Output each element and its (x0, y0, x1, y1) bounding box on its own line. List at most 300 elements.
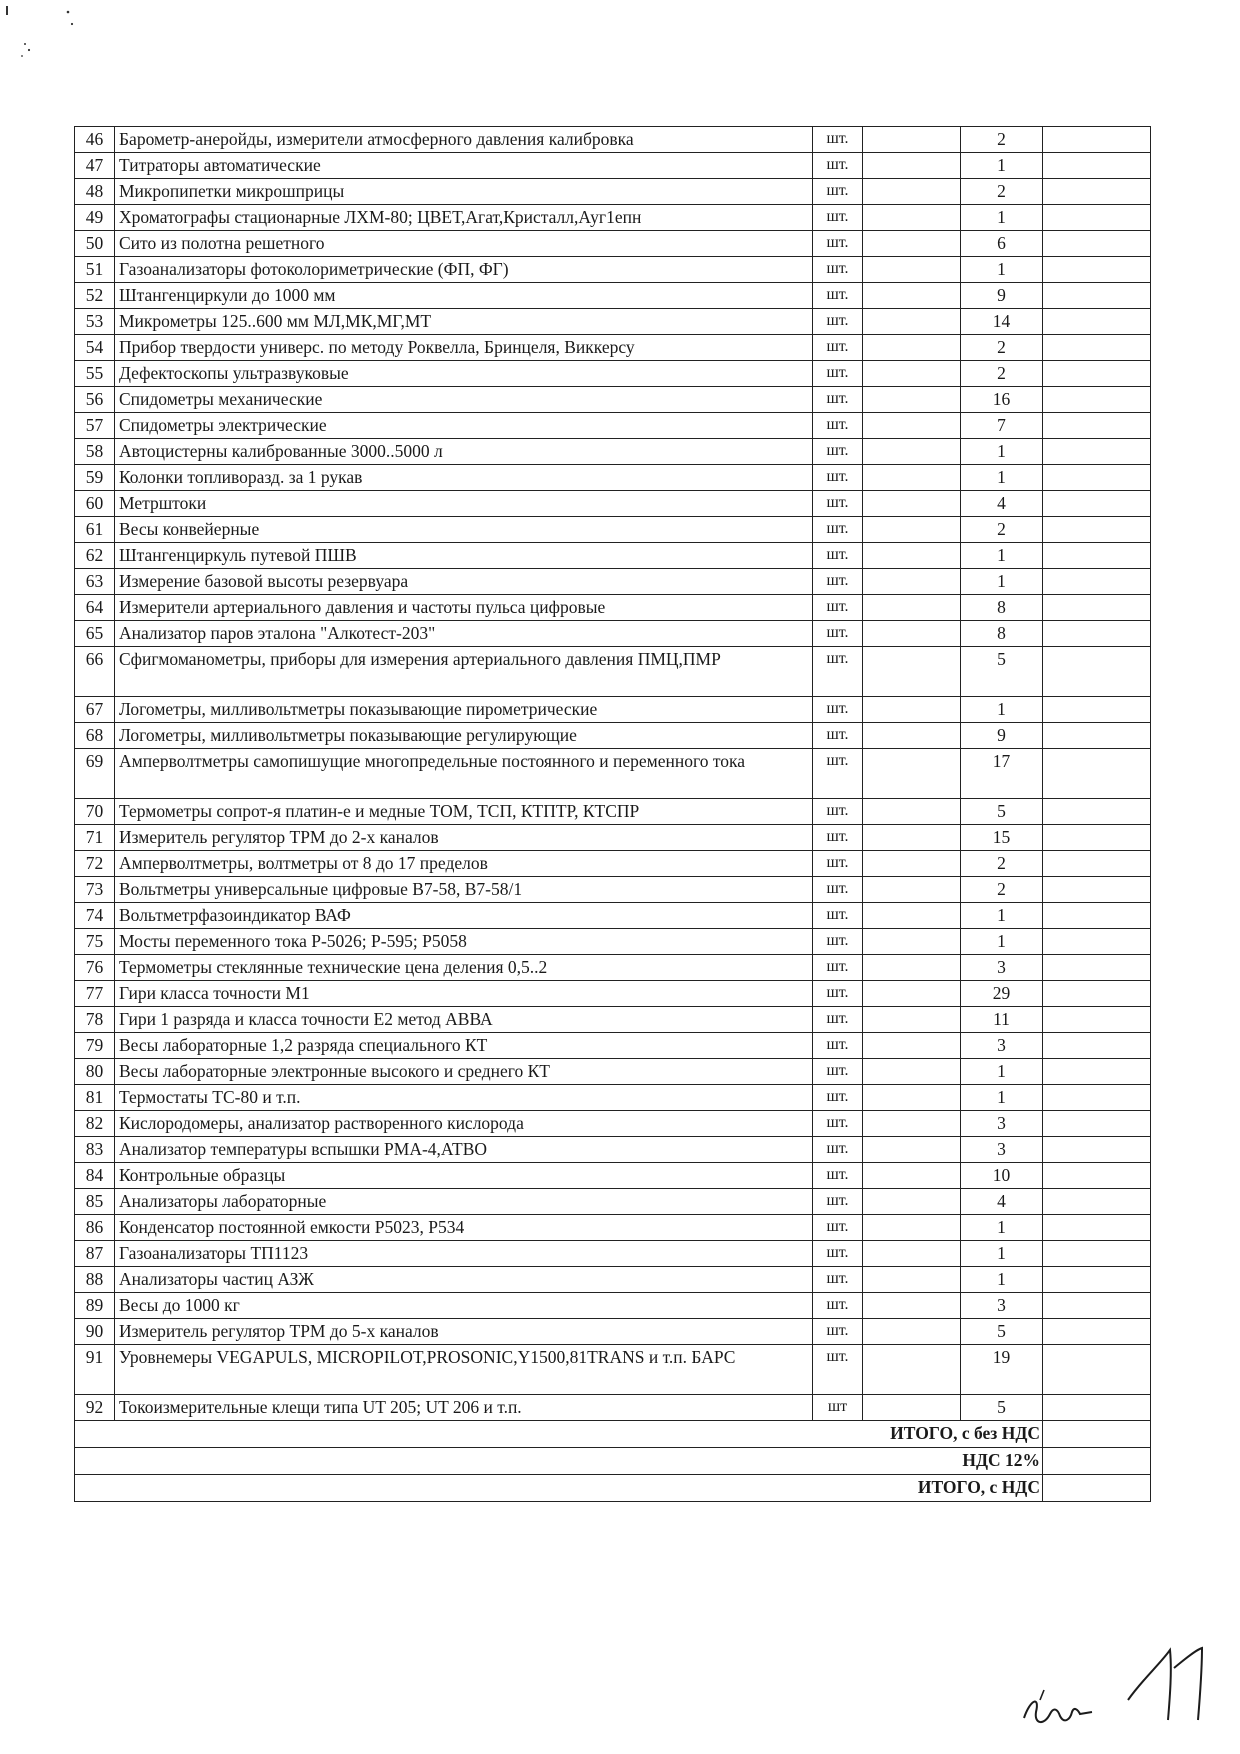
unit-cell: шт. (813, 569, 863, 595)
item-name: Штангенциркуль путевой ПШВ (115, 543, 813, 569)
quantity-cell: 17 (961, 749, 1043, 799)
item-name: Амперволтметры самопишущие многопредельные постоянного и переменного тока (115, 749, 813, 799)
table-row (75, 1215, 1151, 1241)
item-name: Токоизмерительные клещи типа UT 205; UT 206 и т.п. (115, 1395, 813, 1421)
unit-cell: шт. (813, 1111, 863, 1137)
price-cell (863, 413, 961, 439)
unit-cell: шт. (813, 723, 863, 749)
quantity-cell: 2 (961, 877, 1043, 903)
row-number: 73 (75, 877, 115, 903)
table-row (75, 697, 1151, 723)
row-number: 70 (75, 799, 115, 825)
sum-cell (1043, 1007, 1151, 1033)
unit-cell: шт. (813, 1241, 863, 1267)
unit-cell: шт. (813, 799, 863, 825)
sum-cell (1043, 903, 1151, 929)
sum-cell (1043, 981, 1151, 1007)
unit-cell: шт. (813, 309, 863, 335)
row-number: 48 (75, 179, 115, 205)
sum-cell (1043, 929, 1151, 955)
quantity-cell: 3 (961, 1293, 1043, 1319)
sum-cell (1043, 1137, 1151, 1163)
row-number: 79 (75, 1033, 115, 1059)
sum-cell (1043, 517, 1151, 543)
table-row (75, 1293, 1151, 1319)
table-row (75, 851, 1151, 877)
item-name: Спидометры электрические (115, 413, 813, 439)
item-name: Измерители артериального давления и частоты пульса цифровые (115, 595, 813, 621)
quantity-cell: 2 (961, 361, 1043, 387)
total-value (1043, 1475, 1151, 1502)
table-row (75, 1319, 1151, 1345)
row-number: 68 (75, 723, 115, 749)
quantity-cell: 1 (961, 697, 1043, 723)
item-name: Гири класса точности М1 (115, 981, 813, 1007)
total-label: ИТОГО, с НДС (863, 1475, 1043, 1502)
price-cell (863, 543, 961, 569)
unit-cell: шт. (813, 387, 863, 413)
price-cell (863, 955, 961, 981)
table-row (75, 749, 1151, 799)
item-name: Контрольные образцы (115, 1163, 813, 1189)
sum-cell (1043, 749, 1151, 799)
quantity-cell: 9 (961, 723, 1043, 749)
scan-specks (0, 0, 120, 80)
row-number: 91 (75, 1345, 115, 1395)
price-cell (863, 877, 961, 903)
price-cell (863, 283, 961, 309)
table-row (75, 1007, 1151, 1033)
quantity-cell: 3 (961, 1111, 1043, 1137)
sum-cell (1043, 179, 1151, 205)
sum-cell (1043, 1395, 1151, 1421)
sum-cell (1043, 825, 1151, 851)
row-number: 69 (75, 749, 115, 799)
unit-cell: шт. (813, 153, 863, 179)
unit-cell: шт. (813, 1033, 863, 1059)
total-row (75, 1448, 1151, 1475)
price-cell (863, 465, 961, 491)
item-name: Газоанализаторы ТП1123 (115, 1241, 813, 1267)
sum-cell (1043, 799, 1151, 825)
row-number: 60 (75, 491, 115, 517)
unit-cell: шт. (813, 877, 863, 903)
row-number: 85 (75, 1189, 115, 1215)
sum-cell (1043, 1111, 1151, 1137)
item-name: Конденсатор постоянной емкости Р5023, Р534 (115, 1215, 813, 1241)
sum-cell (1043, 127, 1151, 153)
sum-cell (1043, 1215, 1151, 1241)
total-blank (75, 1421, 863, 1448)
quantity-cell: 1 (961, 569, 1043, 595)
table-row (75, 1163, 1151, 1189)
row-number: 77 (75, 981, 115, 1007)
sum-cell (1043, 309, 1151, 335)
row-number: 49 (75, 205, 115, 231)
table-row (75, 491, 1151, 517)
price-cell (863, 1345, 961, 1395)
table-row (75, 413, 1151, 439)
quantity-cell: 10 (961, 1163, 1043, 1189)
quantity-cell: 3 (961, 1033, 1043, 1059)
sum-cell (1043, 413, 1151, 439)
sum-cell (1043, 491, 1151, 517)
item-name: Анализатор паров эталона "Алкотест-203" (115, 621, 813, 647)
sum-cell (1043, 1319, 1151, 1345)
price-cell (863, 1007, 961, 1033)
price-cell (863, 335, 961, 361)
sum-cell (1043, 335, 1151, 361)
sum-cell (1043, 1059, 1151, 1085)
unit-cell: шт. (813, 981, 863, 1007)
table-row (75, 153, 1151, 179)
price-cell (863, 851, 961, 877)
sum-cell (1043, 1267, 1151, 1293)
table-row (75, 1395, 1151, 1421)
row-number: 74 (75, 903, 115, 929)
quantity-cell: 7 (961, 413, 1043, 439)
table-row (75, 903, 1151, 929)
quantity-cell: 14 (961, 309, 1043, 335)
item-name: Мосты переменного тока Р-5026; Р-595; Р5058 (115, 929, 813, 955)
quantity-cell: 5 (961, 1395, 1043, 1421)
sum-cell (1043, 543, 1151, 569)
item-name: Гири 1 разряда и класса точности Е2 метод АВВА (115, 1007, 813, 1033)
table-row (75, 1241, 1151, 1267)
item-name: Логометры, милливольтметры показывающие пирометрические (115, 697, 813, 723)
item-name: Анализатор температуры вспышки РМА-4,АТВО (115, 1137, 813, 1163)
quantity-cell: 1 (961, 1267, 1043, 1293)
row-number: 58 (75, 439, 115, 465)
price-cell (863, 1033, 961, 1059)
table-row (75, 723, 1151, 749)
row-number: 78 (75, 1007, 115, 1033)
table-row (75, 647, 1151, 697)
quantity-cell: 5 (961, 799, 1043, 825)
table-row (75, 543, 1151, 569)
unit-cell: шт. (813, 439, 863, 465)
item-name: Измеритель регулятор ТРМ до 2-х каналов (115, 825, 813, 851)
table-row (75, 929, 1151, 955)
quantity-cell: 29 (961, 981, 1043, 1007)
item-name: Метрштоки (115, 491, 813, 517)
sum-cell (1043, 231, 1151, 257)
row-number: 56 (75, 387, 115, 413)
price-cell (863, 257, 961, 283)
sum-cell (1043, 1241, 1151, 1267)
table-row (75, 1085, 1151, 1111)
row-number: 53 (75, 309, 115, 335)
row-number: 84 (75, 1163, 115, 1189)
price-cell (863, 569, 961, 595)
total-value (1043, 1448, 1151, 1475)
sum-cell (1043, 1345, 1151, 1395)
unit-cell: шт. (813, 127, 863, 153)
quantity-cell: 5 (961, 1319, 1043, 1345)
price-cell (863, 127, 961, 153)
sum-cell (1043, 955, 1151, 981)
unit-cell: шт (813, 1395, 863, 1421)
unit-cell: шт. (813, 903, 863, 929)
sum-cell (1043, 205, 1151, 231)
price-cell (863, 361, 961, 387)
quantity-cell: 1 (961, 257, 1043, 283)
quantity-cell: 2 (961, 517, 1043, 543)
price-cell (863, 1267, 961, 1293)
quantity-cell: 6 (961, 231, 1043, 257)
quantity-cell: 15 (961, 825, 1043, 851)
unit-cell: шт. (813, 543, 863, 569)
unit-cell: шт. (813, 929, 863, 955)
item-name: Измеритель регулятор ТРМ до 5-х каналов (115, 1319, 813, 1345)
quantity-cell: 1 (961, 465, 1043, 491)
quantity-cell: 8 (961, 621, 1043, 647)
table-row (75, 179, 1151, 205)
table-row (75, 955, 1151, 981)
table-row (75, 569, 1151, 595)
table-row (75, 465, 1151, 491)
price-cell (863, 153, 961, 179)
unit-cell: шт. (813, 1137, 863, 1163)
unit-cell: шт. (813, 1215, 863, 1241)
unit-cell: шт. (813, 1345, 863, 1395)
item-name: Дефектоскопы ультразвуковые (115, 361, 813, 387)
quantity-cell: 1 (961, 205, 1043, 231)
row-number: 62 (75, 543, 115, 569)
sum-cell (1043, 283, 1151, 309)
price-cell (863, 647, 961, 697)
item-name: Анализаторы лабораторные (115, 1189, 813, 1215)
sum-cell (1043, 1033, 1151, 1059)
quantity-cell: 5 (961, 647, 1043, 697)
price-cell (863, 205, 961, 231)
table-row (75, 439, 1151, 465)
sum-cell (1043, 621, 1151, 647)
item-name: Анализаторы частиц АЗЖ (115, 1267, 813, 1293)
price-cell (863, 1293, 961, 1319)
unit-cell: шт. (813, 257, 863, 283)
total-label: ИТОГО, с без НДС (863, 1421, 1043, 1448)
unit-cell: шт. (813, 517, 863, 543)
unit-cell: шт. (813, 1319, 863, 1345)
table-row (75, 1267, 1151, 1293)
handwritten-signature (1010, 1640, 1220, 1740)
row-number: 46 (75, 127, 115, 153)
item-name: Микропипетки микрошприцы (115, 179, 813, 205)
unit-cell: шт. (813, 697, 863, 723)
table-row (75, 799, 1151, 825)
table-row (75, 1033, 1151, 1059)
sum-cell (1043, 569, 1151, 595)
total-value (1043, 1421, 1151, 1448)
unit-cell: шт. (813, 335, 863, 361)
sum-cell (1043, 153, 1151, 179)
unit-cell: шт. (813, 231, 863, 257)
unit-cell: шт. (813, 1085, 863, 1111)
sum-cell (1043, 257, 1151, 283)
price-cell (863, 621, 961, 647)
row-number: 80 (75, 1059, 115, 1085)
row-number: 51 (75, 257, 115, 283)
item-name: Уровнемеры VEGAPULS, MICROPILOT,PROSONIC,Y1500,81TRANS и т.п. БАРС (115, 1345, 813, 1395)
quantity-cell: 2 (961, 179, 1043, 205)
price-cell (863, 179, 961, 205)
table-row (75, 1345, 1151, 1395)
row-number: 71 (75, 825, 115, 851)
quantity-cell: 1 (961, 1059, 1043, 1085)
price-cell (863, 231, 961, 257)
price-cell (863, 439, 961, 465)
price-cell (863, 1189, 961, 1215)
table-row (75, 1059, 1151, 1085)
price-cell (863, 1137, 961, 1163)
row-number: 82 (75, 1111, 115, 1137)
item-name: Термостаты ТС-80 и т.п. (115, 1085, 813, 1111)
price-cell (863, 749, 961, 799)
quantity-cell: 3 (961, 1137, 1043, 1163)
quantity-cell: 4 (961, 491, 1043, 517)
row-number: 83 (75, 1137, 115, 1163)
item-name: Весы лабораторные электронные высокого и среднего КТ (115, 1059, 813, 1085)
row-number: 67 (75, 697, 115, 723)
sum-cell (1043, 1163, 1151, 1189)
price-cell (863, 1241, 961, 1267)
sum-cell (1043, 647, 1151, 697)
quantity-cell: 1 (961, 1215, 1043, 1241)
row-number: 64 (75, 595, 115, 621)
unit-cell: шт. (813, 1293, 863, 1319)
row-number: 81 (75, 1085, 115, 1111)
sum-cell (1043, 465, 1151, 491)
item-name: Вольтметрфазоиндикатор ВАФ (115, 903, 813, 929)
sum-cell (1043, 387, 1151, 413)
table-row (75, 257, 1151, 283)
table-body (75, 127, 1151, 1421)
item-name: Автоцистерны калиброванные 3000..5000 л (115, 439, 813, 465)
unit-cell: шт. (813, 205, 863, 231)
unit-cell: шт. (813, 413, 863, 439)
price-cell (863, 929, 961, 955)
unit-cell: шт. (813, 825, 863, 851)
item-name: Весы до 1000 кг (115, 1293, 813, 1319)
price-cell (863, 981, 961, 1007)
price-cell (863, 1395, 961, 1421)
quantity-cell: 2 (961, 851, 1043, 877)
item-name: Штангенциркули до 1000 мм (115, 283, 813, 309)
unit-cell: шт. (813, 595, 863, 621)
total-label: НДС 12% (863, 1448, 1043, 1475)
sum-cell (1043, 697, 1151, 723)
item-name: Барометр-анеройды, измерители атмосферного давления калибровка (115, 127, 813, 153)
quantity-cell: 1 (961, 903, 1043, 929)
row-number: 65 (75, 621, 115, 647)
table-row (75, 205, 1151, 231)
quantity-cell: 9 (961, 283, 1043, 309)
table-row (75, 127, 1151, 153)
item-name: Термометры сопрот-я платин-е и медные ТОМ, ТСП, КТПТР, КТСПР (115, 799, 813, 825)
total-row (75, 1421, 1151, 1448)
quantity-cell: 1 (961, 439, 1043, 465)
unit-cell: шт. (813, 1007, 863, 1033)
row-number: 66 (75, 647, 115, 697)
unit-cell: шт. (813, 1189, 863, 1215)
table-row (75, 387, 1151, 413)
sum-cell (1043, 595, 1151, 621)
quantity-cell: 16 (961, 387, 1043, 413)
row-number: 59 (75, 465, 115, 491)
row-number: 47 (75, 153, 115, 179)
table-row (75, 1137, 1151, 1163)
row-number: 55 (75, 361, 115, 387)
row-number: 88 (75, 1267, 115, 1293)
quantity-cell: 8 (961, 595, 1043, 621)
table-row (75, 361, 1151, 387)
row-number: 76 (75, 955, 115, 981)
totals-section (75, 1421, 1151, 1502)
item-name: Прибор твердости универс. по методу Роквелла, Бринцеля, Виккерсу (115, 335, 813, 361)
table-row (75, 1111, 1151, 1137)
row-number: 75 (75, 929, 115, 955)
row-number: 87 (75, 1241, 115, 1267)
price-cell (863, 799, 961, 825)
unit-cell: шт. (813, 749, 863, 799)
unit-cell: шт. (813, 851, 863, 877)
price-cell (863, 491, 961, 517)
table-row (75, 335, 1151, 361)
quantity-cell: 1 (961, 1085, 1043, 1111)
price-cell (863, 1111, 961, 1137)
item-name: Хроматографы стационарные ЛХМ-80; ЦВЕТ,Агат,Кристалл,Ауг1епн (115, 205, 813, 231)
price-cell (863, 1319, 961, 1345)
table-row (75, 825, 1151, 851)
price-cell (863, 517, 961, 543)
quantity-cell: 11 (961, 1007, 1043, 1033)
price-cell (863, 903, 961, 929)
price-cell (863, 825, 961, 851)
quantity-cell: 4 (961, 1189, 1043, 1215)
unit-cell: шт. (813, 491, 863, 517)
unit-cell: шт. (813, 1059, 863, 1085)
row-number: 57 (75, 413, 115, 439)
sum-cell (1043, 723, 1151, 749)
unit-cell: шт. (813, 179, 863, 205)
sum-cell (1043, 851, 1151, 877)
row-number: 52 (75, 283, 115, 309)
table-row (75, 231, 1151, 257)
row-number: 63 (75, 569, 115, 595)
quantity-cell: 1 (961, 153, 1043, 179)
item-name: Микрометры 125..600 мм МЛ,МК,МГ,МТ (115, 309, 813, 335)
total-blank (75, 1475, 863, 1502)
sum-cell (1043, 439, 1151, 465)
price-cell (863, 595, 961, 621)
item-name: Сито из полотна решетного (115, 231, 813, 257)
quantity-cell: 2 (961, 127, 1043, 153)
unit-cell: шт. (813, 465, 863, 491)
price-cell (863, 697, 961, 723)
row-number: 89 (75, 1293, 115, 1319)
equipment-table (74, 126, 1151, 1502)
item-name: Весы конвейерные (115, 517, 813, 543)
table-row (75, 309, 1151, 335)
total-blank (75, 1448, 863, 1475)
item-name: Газоанализаторы фотоколориметрические (ФП, ФГ) (115, 257, 813, 283)
row-number: 90 (75, 1319, 115, 1345)
price-cell (863, 723, 961, 749)
item-name: Колонки топливоразд. за 1 рукав (115, 465, 813, 491)
item-name: Термометры стеклянные технические цена деления 0,5..2 (115, 955, 813, 981)
item-name: Измерение базовой высоты резервуара (115, 569, 813, 595)
